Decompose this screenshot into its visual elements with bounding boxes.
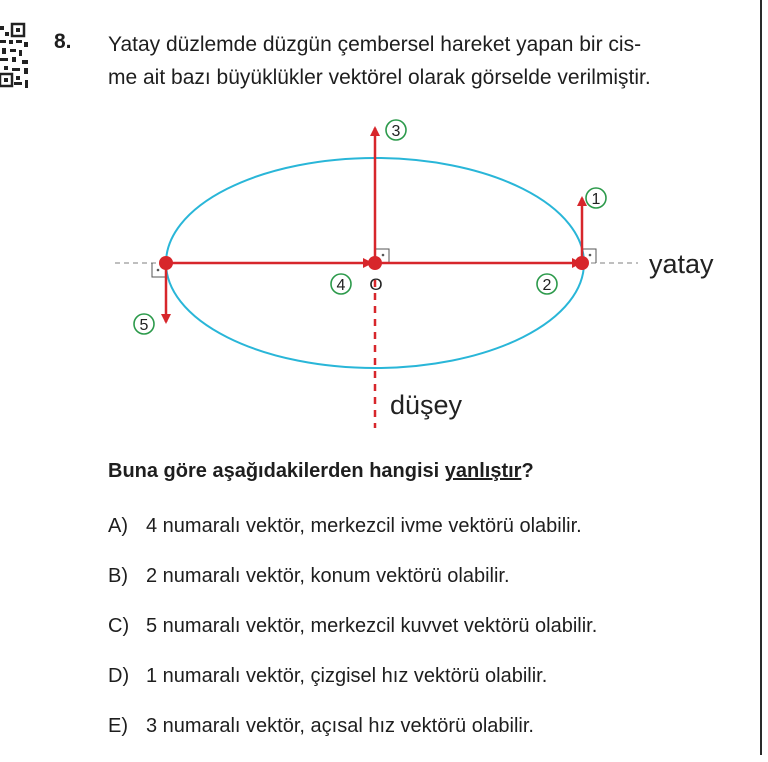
stem-line-2: me ait bazı büyüklükler vektörel olarak görselde verilmiştir.: [108, 66, 651, 89]
option-c[interactable]: [108, 612, 597, 662]
question-number: 8.: [54, 30, 72, 53]
option-text: 2 numaralı vektör, konum vektörü olabilir.: [146, 565, 510, 587]
option-letter: E): [108, 715, 128, 737]
svg-text:1: 1: [591, 191, 601, 208]
badge-4: [331, 274, 351, 294]
center-label: O: [369, 275, 383, 294]
page-border: [760, 0, 762, 755]
svg-text:3: 3: [391, 123, 401, 140]
vertical-axis-label: düşey: [390, 390, 463, 420]
option-b[interactable]: [108, 562, 597, 612]
answer-options: [108, 512, 597, 762]
option-letter: A): [108, 515, 128, 537]
badge-2: [537, 274, 557, 294]
stem-line-1: Yatay düzlemde düzgün çembersel hareket yapan bir cis-: [108, 33, 642, 56]
option-text: 5 numaralı vektör, merkezcil kuvvet vektörü olabilir.: [146, 615, 598, 637]
point-left: [159, 256, 173, 270]
question-prompt: [108, 460, 534, 483]
point-center: [368, 256, 382, 270]
prompt-emphasis: yanlıştır: [444, 460, 522, 482]
horizontal-axis-label: yatay: [649, 249, 714, 279]
option-text: 1 numaralı vektör, çizgisel hız vektörü olabilir.: [146, 665, 548, 687]
question-stem: [108, 28, 728, 94]
prompt-mark: ?: [521, 460, 534, 482]
badge-1: [586, 188, 606, 208]
option-d[interactable]: [108, 662, 597, 712]
point-right: [575, 256, 589, 270]
badge-3: [386, 120, 406, 140]
prompt-text: Buna göre aşağıdakilerden hangisi: [108, 460, 445, 482]
option-a[interactable]: [108, 512, 597, 562]
circular-motion-figure: [100, 110, 740, 440]
svg-text:4: 4: [336, 277, 346, 294]
qr-code-icon: [0, 22, 30, 90]
svg-text:5: 5: [139, 317, 149, 334]
svg-text:2: 2: [542, 277, 552, 294]
option-letter: C): [108, 615, 130, 637]
option-text: 4 numaralı vektör, merkezcil ivme vektörü olabilir.: [146, 515, 582, 537]
option-text: 3 numaralı vektör, açısal hız vektörü olabilir.: [146, 715, 534, 737]
option-letter: B): [108, 565, 128, 587]
badge-5: [134, 314, 154, 334]
option-letter: D): [108, 665, 130, 687]
